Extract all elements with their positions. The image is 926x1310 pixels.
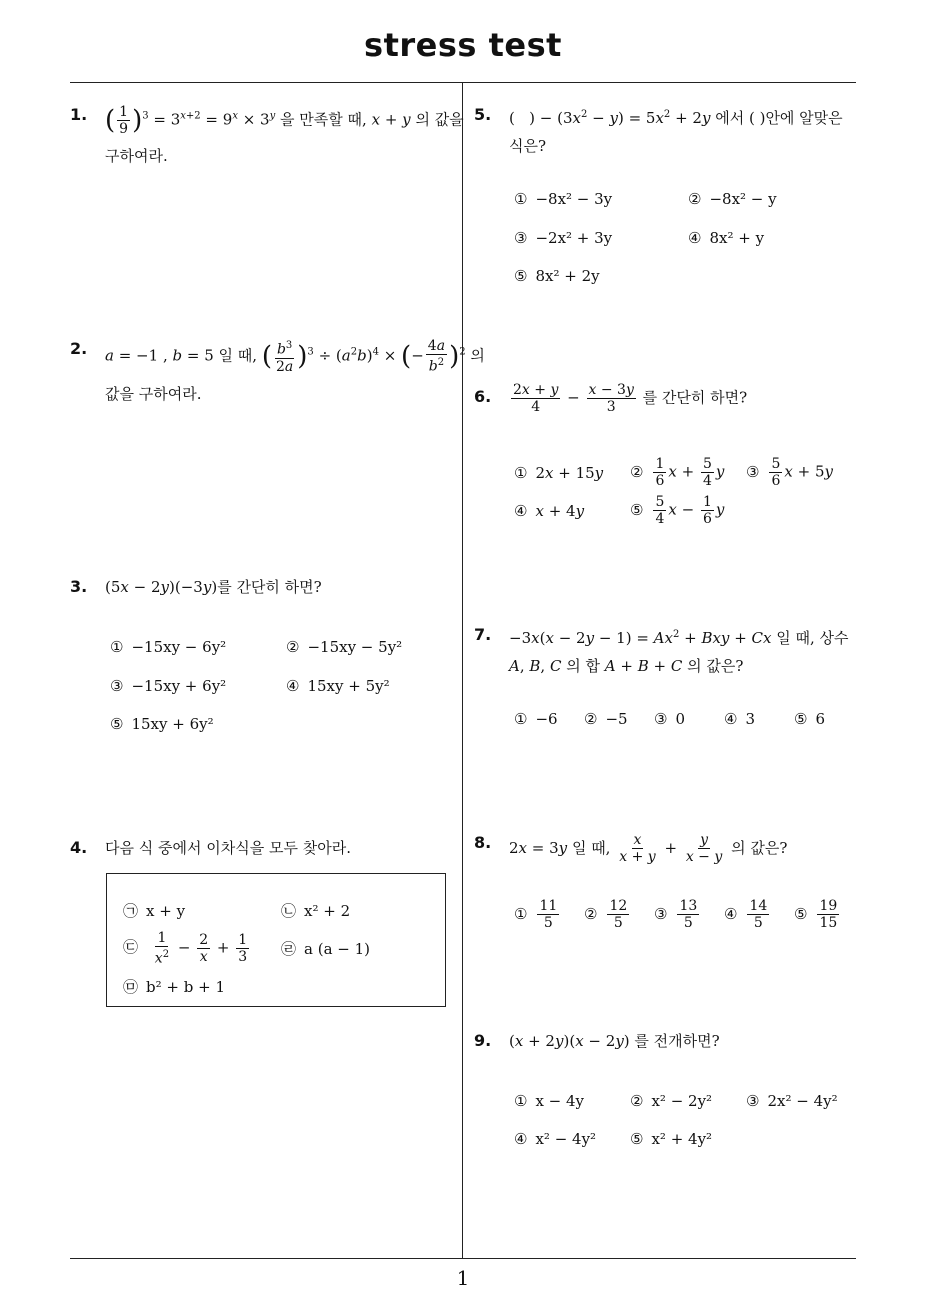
option-3[interactable]: ③ −15xy + 6y² (110, 677, 227, 695)
question-8 (474, 832, 859, 942)
option-3[interactable]: ③ $\frac{13}{5}$ (654, 898, 698, 931)
question-stem (105, 104, 464, 167)
option-2[interactable]: ② $\frac{1}{6}$ x + $\frac{5}{4}$ y (630, 456, 725, 489)
question-number: 6. (474, 387, 492, 406)
question-number: 1. (70, 105, 88, 124)
question-3 (70, 576, 460, 736)
question-stem: (x + 2y)(x − 2y) 를 전개하면? (509, 1032, 720, 1050)
stem-text: 의 (470, 346, 485, 365)
option-1[interactable]: ① −15xy − 6y² (110, 638, 227, 656)
stem-text: 에서 ( )안에 알맞은 (715, 109, 843, 127)
question-stem (509, 104, 843, 157)
question-1 (70, 104, 464, 184)
option-4[interactable]: ④ 8x² + y (688, 229, 765, 247)
question-stem (105, 338, 485, 405)
option-5[interactable]: ⑤ $\frac{5}{4}$ x − $\frac{1}{6}$ y (630, 494, 725, 527)
page-title: stress test (364, 26, 562, 64)
question-number: 5. (474, 105, 492, 124)
stem-line-2: 식은? (509, 137, 547, 155)
option-2[interactable]: ② −8x² − y (688, 190, 777, 208)
question-7 (474, 624, 859, 734)
option-2[interactable]: ② $\frac{12}{5}$ (584, 898, 628, 931)
stem-text: 일 때, 상수 (776, 629, 849, 647)
option-3[interactable]: ③ 2x² − 4y² (746, 1092, 838, 1110)
option-4[interactable]: ④ 15xy + 5y² (286, 677, 390, 695)
option-2[interactable]: ② −15xy − 5y² (286, 638, 403, 656)
option-3[interactable]: ③ $\frac{5}{6}$ x + 5y (746, 456, 833, 489)
top-divider (70, 82, 856, 83)
option-3[interactable]: ③ 0 (654, 710, 685, 728)
option-5[interactable]: ⑤ x² + 4y² (630, 1130, 713, 1148)
option-5[interactable]: ⑤ $\frac{19}{15}$ (794, 898, 838, 931)
choice-box (106, 873, 446, 1007)
option-1[interactable]: ① −6 (514, 710, 558, 728)
option-4[interactable]: ④ $\frac{14}{5}$ (724, 898, 768, 931)
question-5 (474, 104, 859, 294)
question-number: 4. (70, 838, 88, 857)
option-4[interactable]: ④ x + 4y (514, 502, 585, 520)
stem-line-1: a = −1 , b = 5 일 때, ( $\frac{b^3}{2a}$ )$^3 \div (a^2b)^4$ × (− $\frac{4a}{b^2}$ )$^2$ 의 (105, 338, 485, 375)
option-1[interactable]: ① −8x² − 3y (514, 190, 613, 208)
question-2 (70, 338, 485, 418)
question-stem: $\frac{2x + y}{4}$ − $\frac{x - 3y}{3}$ 를 간단히 하면? (513, 382, 748, 415)
stem-text: 를 간단히 하면? (217, 578, 322, 596)
stem-text: 일 때, (218, 346, 258, 365)
option-5[interactable]: ⑤ 15xy + 6y² (110, 715, 214, 733)
question-number: 8. (474, 833, 492, 852)
question-stem: 다음 식 중에서 이차식을 모두 찾아라. (105, 839, 351, 857)
option-4[interactable]: ④ x² − 4y² (514, 1130, 597, 1148)
stem-line-2: A, B, C 의 합 A + B + C 의 값은? (509, 657, 744, 675)
box-item-2[interactable]: ㉡ x² + 2 (281, 902, 351, 920)
stem-text: 의 값을 (415, 110, 464, 129)
option-1[interactable]: ① 2x + 15y (514, 464, 604, 482)
stem-line-2: 값을 구하여라. (105, 384, 202, 403)
question-number: 2. (70, 339, 88, 358)
stem-line-2: 구하여라. (105, 147, 168, 165)
option-1[interactable]: ① x − 4y (514, 1092, 585, 1110)
stem-line-1: ( $\frac{1}{9}$ )$^3 = 3^{x+2} = 9^x \times 3^y$ 을 만족할 때, x + y 의 값을 (105, 104, 464, 137)
box-item-1[interactable]: ㉠ x + y (123, 902, 186, 920)
option-5[interactable]: ⑤ 6 (794, 710, 825, 728)
question-number: 7. (474, 625, 492, 644)
question-stem (509, 624, 849, 677)
question-4 (70, 837, 460, 867)
question-9 (474, 1030, 859, 1160)
box-item-5[interactable]: ㉤ b² + b + 1 (123, 978, 225, 996)
question-number: 3. (70, 577, 88, 596)
box-item-4[interactable]: ㉣ a (a − 1) (281, 940, 371, 958)
question-number: 9. (474, 1031, 492, 1050)
question-stem: 2x = 3y 일 때, $\frac{x}{x + y}$ + $\frac{y}{x - y}$ 의 값은? (509, 832, 788, 865)
option-4[interactable]: ④ 3 (724, 710, 755, 728)
column-divider (462, 83, 463, 1259)
stem-line-1: ( ) − $(3x^2 - y) = 5x^2 + 2y$ 에서 ( )안에 알맞은 (509, 109, 843, 127)
page-number: 1 (456, 1266, 470, 1290)
option-2[interactable]: ② x² − 2y² (630, 1092, 713, 1110)
question-6 (474, 382, 859, 536)
box-item-3[interactable]: ㉢ $\frac{1}{x^2}$ − $\frac{2}{x}$ + $\frac{1}{3}$ (123, 930, 248, 967)
stem-text: 를 간단히 하면? (642, 388, 748, 407)
stem-line-1: $-3x(x - 2y - 1) = Ax^2$ + Bxy + Cx 일 때, 상수 (509, 629, 849, 647)
question-stem: (5x − 2y)(−3y)를 간단히 하면? (105, 578, 322, 596)
option-2[interactable]: ② −5 (584, 710, 628, 728)
bottom-divider (70, 1258, 856, 1259)
option-5[interactable]: ⑤ 8x² + 2y (514, 267, 600, 285)
option-3[interactable]: ③ −2x² + 3y (514, 229, 613, 247)
stem-text: 을 만족할 때, (280, 110, 367, 129)
option-1[interactable]: ① $\frac{11}{5}$ (514, 898, 558, 931)
